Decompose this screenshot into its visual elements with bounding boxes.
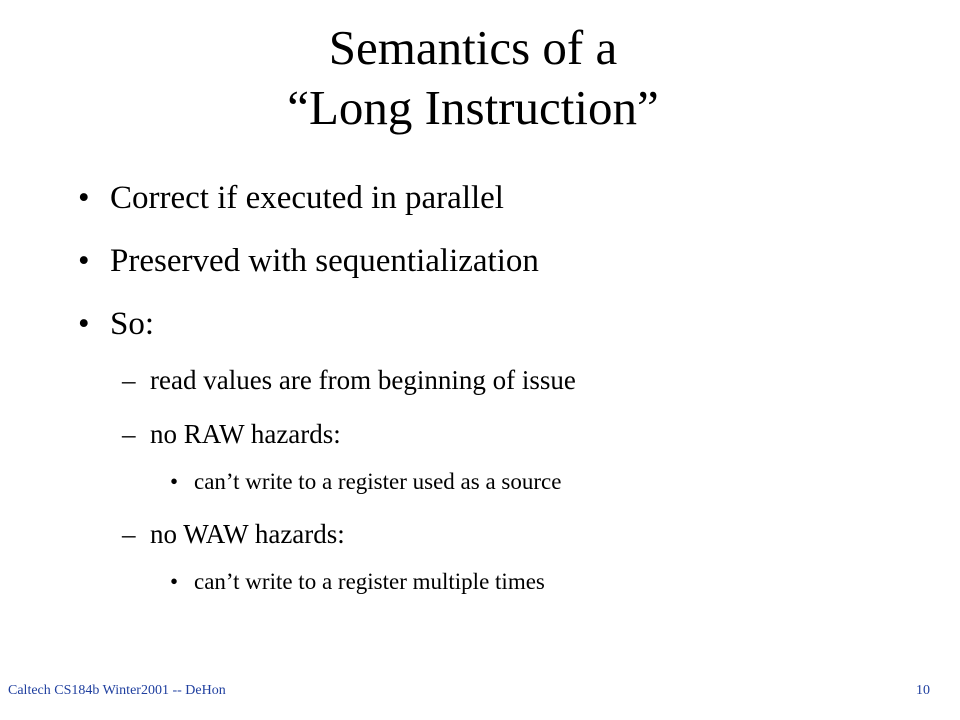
bullet-text: So: [110, 306, 155, 342]
bullet-marker: • [78, 243, 90, 279]
bullet-text: Preserved with sequentialization [110, 243, 539, 279]
sub-bullet-text: no RAW hazards: [150, 419, 341, 449]
bullet-text: Correct if executed in parallel [110, 180, 504, 216]
sub-sub-bullet-text: can’t write to a register used as a source [194, 469, 562, 494]
dash-marker: – [122, 419, 136, 449]
bullet-marker: • [170, 469, 179, 494]
slide-title [0, 18, 946, 138]
sub-bullet-text: read values are from beginning of issue [150, 365, 576, 395]
bullet-marker: • [78, 180, 90, 216]
page-number: 10 [916, 683, 930, 698]
sub-sub-bullet-text: can’t write to a register multiple times [194, 569, 545, 594]
dash-marker: – [122, 519, 136, 549]
footer-course-label: Caltech CS184b Winter2001 -- DeHon [8, 683, 226, 698]
sub-bullet-text: no WAW hazards: [150, 519, 345, 549]
bullet-marker: • [78, 306, 90, 342]
bullet-marker: • [170, 569, 179, 594]
title-line-1: Semantics of a [328, 20, 618, 75]
title-line-2: “Long Instruction” [287, 80, 659, 135]
dash-marker: – [122, 365, 136, 395]
